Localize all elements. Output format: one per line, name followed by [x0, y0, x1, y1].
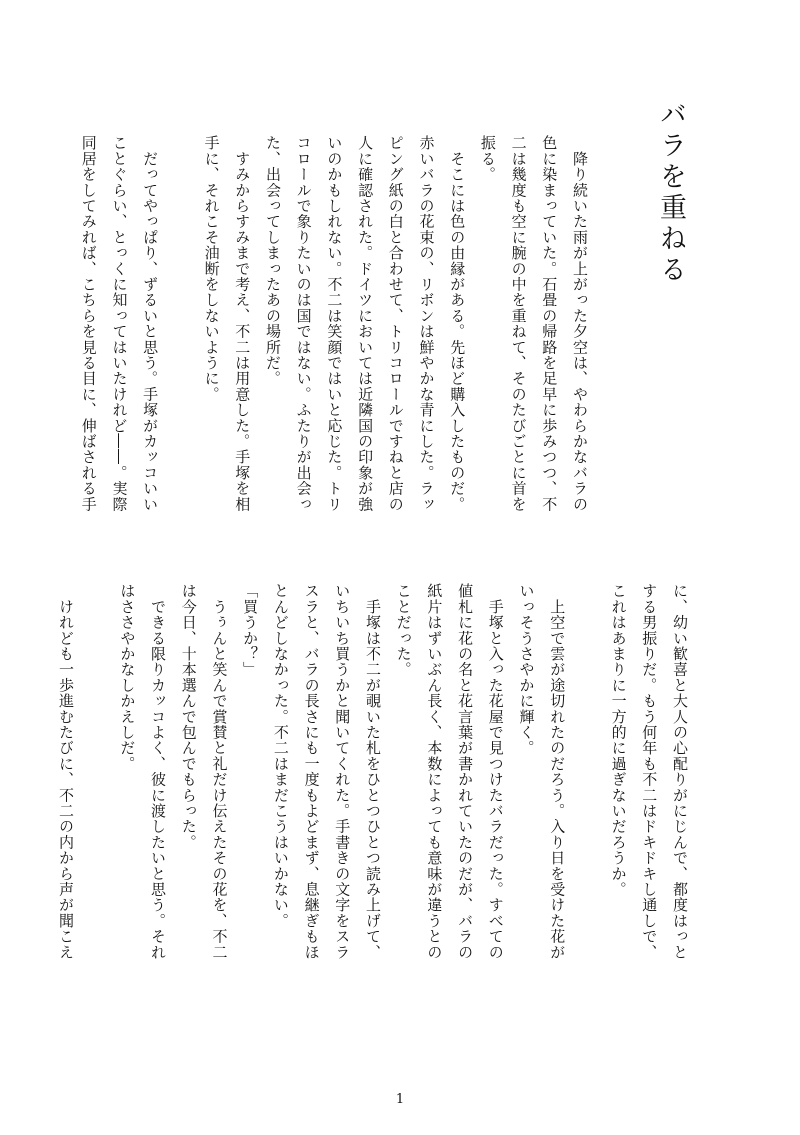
text-line: ピング紙の白と合わせて、トリコロールですねと店の — [386, 135, 405, 512]
text-line: これはあまりに一方的に過ぎないだろうか。 — [609, 583, 628, 897]
text-line: けれども一歩進むたびに、不二の内から声が聞こえ — [56, 583, 75, 960]
text-line: ことだった。 — [394, 583, 413, 678]
text-line: はささやかなしかえしだ。 — [118, 583, 137, 772]
text-line: コロールで象りたいのは国ではない。ふたりが出会っ — [294, 135, 313, 512]
text-line: 振る。 — [478, 135, 497, 183]
text-line: 人に確認された。ドイツにおいては近隣国の印象が強 — [356, 135, 375, 512]
text-line: 紙片はずいぶん長く、本数によっても意味が違うとの — [425, 583, 444, 960]
text-line: 同居をしてみれば、こちらを見る目に、伸ばされる手 — [79, 135, 98, 512]
text-line: た、出会ってしまったあの場所だ。 — [263, 135, 282, 387]
text-line: 赤いバラの花束の、リボンは鮮やかな青にした。ラッ — [417, 135, 436, 512]
text-line — [165, 135, 196, 550]
text-line: すみからすみまで考え、不二は用意した。手塚を相 — [233, 135, 252, 512]
text-line: 手塚と入った花屋で見つけたバラだった。すべての — [486, 583, 505, 960]
text-line: いちいち買うかと聞いてくれた。手書きの文字をスラ — [333, 583, 352, 960]
text-line: ことぐらい、とっくに知ってはいたけれど――。実際 — [110, 135, 129, 512]
page-title: バラを重ねる — [655, 100, 686, 286]
text-line: 手に、それこそ油断をしないように。 — [202, 135, 221, 402]
text-line: いのかもしれない。不二は笑顔ではいと応じた。トリ — [325, 135, 344, 512]
text-line: うぅんと笑んで賞賛と礼だけ伝えたその花を、不二 — [210, 583, 229, 960]
text-block-top — [79, 135, 595, 550]
text-line: そこには色の由縁がある。先ほど購入したものだ。 — [448, 135, 467, 512]
text-line: 降り続いた雨が上がった夕空は、やわらかなバラの — [571, 135, 589, 512]
text-line — [81, 583, 112, 1023]
text-line: 値札に花の名と花言葉が書かれていたのだが、バラの — [456, 583, 475, 960]
text-line: できる限りカッコよく、彼に渡したいと思う。それ — [149, 583, 168, 960]
text-line: 二は幾度も空に腕の中を重ねて、そのたびごとに首を — [509, 135, 528, 512]
text-line: 上空で雲が途切れたのだろう。入り日を受けた花が — [548, 583, 567, 960]
text-block-bottom — [56, 583, 695, 1023]
text-line: に、幼い歓喜と大人の心配りがにじんで、都度はっと — [671, 583, 689, 960]
text-line: だってやっぱり、ずるいと思う。手塚がカッコいい — [141, 135, 160, 512]
text-line: 「買うか？」 — [241, 583, 260, 678]
text-line: スラと、バラの長さにも一度もよどまず、息継ぎもほ — [302, 583, 321, 960]
text-line: いっそうさやかに輝く。 — [517, 583, 536, 756]
text-line: とんどしなかった。不二はまだこうはいかない。 — [271, 583, 290, 929]
page-number: 1 — [395, 1092, 405, 1107]
text-line: 色に染まっていた。石畳の帰路を足早に歩みつつ、不 — [540, 135, 559, 512]
text-line: する男振りだ。もう何年も不二はドキドキし通しで、 — [640, 583, 659, 960]
text-line — [572, 583, 603, 1023]
text-line: は今日、十本選んで包んでもらった。 — [179, 583, 198, 850]
text-line: 手塚は不二が覗いた札をひとつひとつ読み上げて、 — [363, 583, 382, 960]
